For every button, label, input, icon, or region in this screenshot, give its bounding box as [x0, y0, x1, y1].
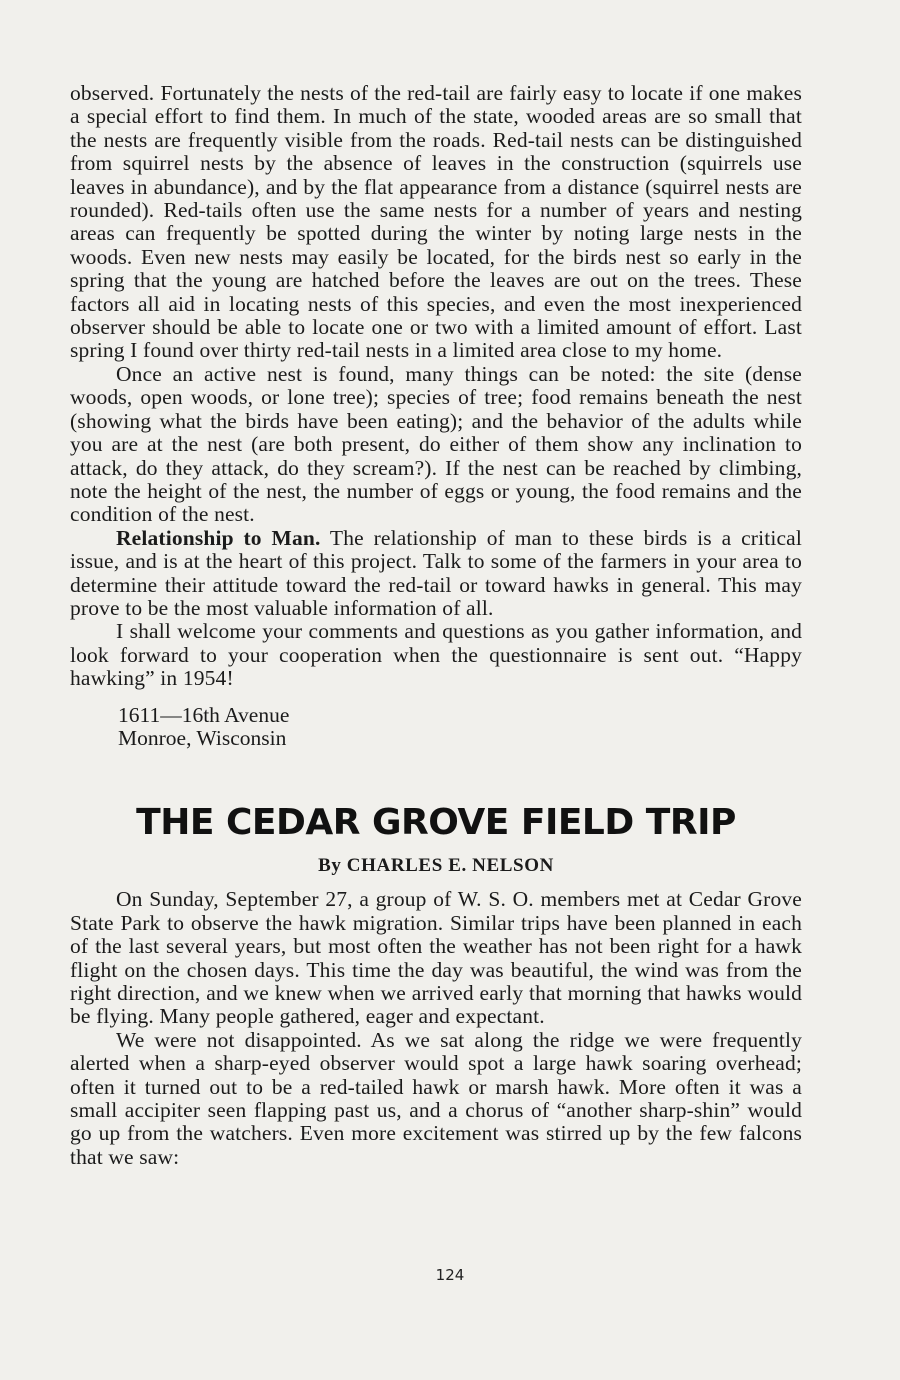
- run-in-heading: Relationship to Man.: [116, 525, 321, 550]
- address-street: 1611—16th Avenue: [118, 702, 290, 727]
- relationship-paragraph: [70, 527, 802, 621]
- relationship-text: The relationship of man to these birds is a critical issue, and is at the heart of this project. Talk to some of the farmers in your area to determine their attitude toward the red-tail or toward hawks in general. This may prove to be the most valuable information of all.: [70, 525, 802, 620]
- article-body: [70, 888, 802, 1169]
- address-city: Monroe, Wisconsin: [118, 725, 287, 750]
- body-paragraph: We were not disappointed. As we sat along the ridge we were frequently alerted when a sharp-eyed observer would spot a large hawk soaring overhead; often it turned out to be a red-tailed hawk or marsh hawk. More often it was a small accipiter seen flapping past us, and a chorus of “another sharp-shin” would go up from the watchers. Even more excitement was stirred up by the few falcons that we saw:: [70, 1027, 802, 1169]
- body-paragraph: On Sunday, September 27, a group of W. S. O. members met at Cedar Grove State Park to observe the hawk migration. Similar trips have been planned in each of the last several years, but most often the weather has not been right for a hawk flight on the chosen days. This time the day was beautiful, the wind was from the right direction, and we knew when we arrived early that morning that hawks would be flying. Many people gathered, eager and expectant.: [70, 887, 802, 1029]
- text-column: [70, 82, 802, 1169]
- article-byline: By CHARLES E. NELSON: [318, 855, 554, 877]
- body-paragraph: observed. Fortunately the nests of the red-tail are fairly easy to locate if one makes a special effort to find them. In much of the state, wooded areas are so small that the nests are frequently visible from the roads. Red-tail nests can be distinguished from squirrel nests by the absence of leaves in the construction (squirrels use leaves in abundance), and by the flat appearance from a distance (squirrel nests are rounded). Red-tails often use the same nests for a number of years and nesting areas can frequently be spotted during the winter by noting large nests in the woods. Even new nests may easily be located, for the birds nest so early in the spring that the young are hatched before the leaves are out on the trees. These factors all aid in locating nests of this species, and even the most inexperienced observer should be able to locate one or two with a limited amount of effort. Last spring I found over thirty red-tail nests in a limited area close to my home.: [70, 81, 802, 363]
- author-address: [118, 704, 802, 751]
- body-paragraph: Once an active nest is found, many things can be noted: the site (dense woods, open woods, or lone tree); species of tree; food remains beneath the nest (showing what the birds have been eating); and the behavior of the adults while you are at the nest (are both present, do either of them show any inclination to attack, do they attack, do they scream?). If the nest can be reached by climbing, note the height of the nest, the number of eggs or young, the food remains and the condition of the nest.: [70, 361, 802, 527]
- page-number: 124: [435, 1266, 465, 1284]
- closing-paragraph: I shall welcome your comments and questions as you gather information, and look forward to your cooperation when the questionnaire is sent out. “Happy hawking” in 1954!: [70, 619, 802, 691]
- article-title: THE CEDAR GROVE FIELD TRIP: [136, 802, 736, 844]
